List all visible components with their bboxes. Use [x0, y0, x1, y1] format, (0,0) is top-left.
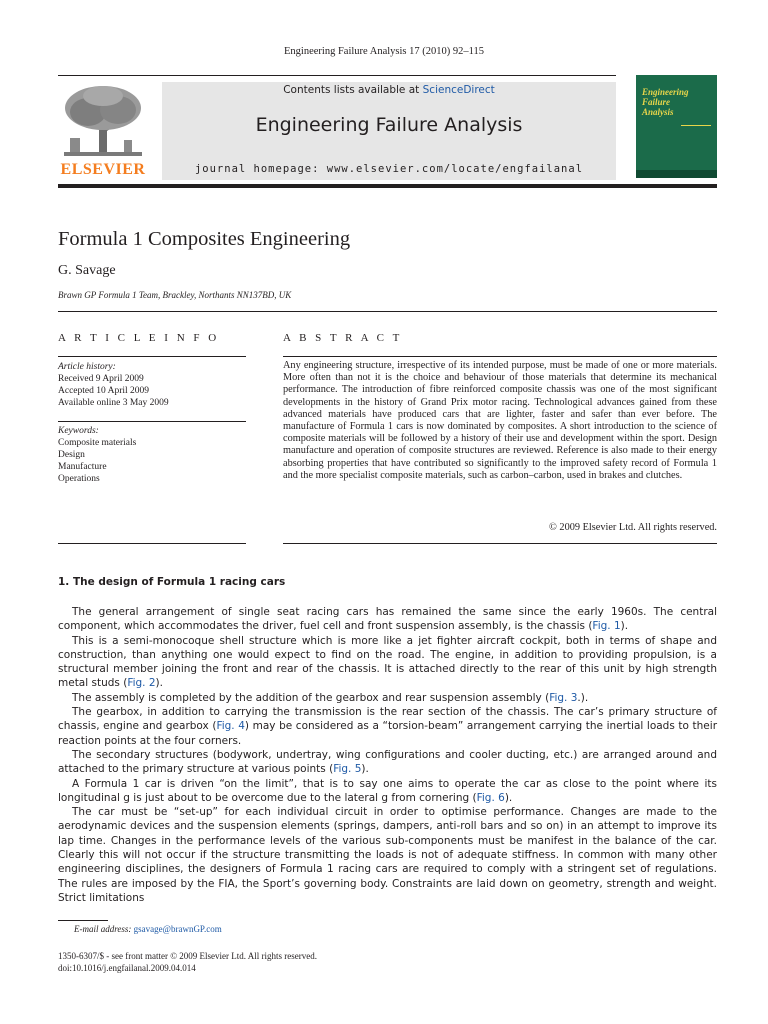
- figure-link[interactable]: Fig. 4: [216, 720, 245, 733]
- header-bottom-rule: [58, 184, 717, 188]
- article-info-bottom-rule: [58, 543, 246, 544]
- keyword-item: Design: [58, 450, 85, 460]
- history-accepted: Accepted 10 April 2009: [58, 386, 150, 396]
- abstract-text: Any engineering structure, irrespective of its intended purpose, must be made of one or more materials. More often than not it is the choice and behaviour of those materials that determine its mechanical performance. The introduction of fibre reinforced composite chassis was one of the most significant developments in the history of Grand Prix motor racing. Technological advances gained from these advanced materials have produced cars that are lighter, faster and safer than ever before. The manufacture of Formula 1 cars is now dominated by composites. A short introduction to the science of composite materials will be followed by a history of their use and development within the sport. Design manufacture and operation of composite structures are reviewed. Reference is also made to their energy absorbing properties that have contributed so significantly to the improved safety record of Formula 1 and the more specialist composite materials, such as carbon–carbon, used in brakes and clutches.: [283, 360, 717, 481]
- footnote-email: [74, 924, 222, 934]
- journal-homepage[interactable]: journal homepage: www.elsevier.com/locate/engfailanal: [194, 163, 584, 175]
- section-heading: 1. The design of Formula 1 racing cars: [58, 576, 286, 588]
- keyword-item: Composite materials: [58, 438, 137, 448]
- doi-line[interactable]: doi:10.1016/j.engfailanal.2009.04.014: [58, 963, 196, 973]
- abstract-rule: [283, 356, 717, 357]
- paragraph-text: .).: [577, 691, 589, 704]
- history-rule: [58, 421, 246, 422]
- figure-link[interactable]: Fig. 6: [476, 791, 505, 804]
- paragraph-text: The secondary structures (bodywork, undertray, wing configurations and cooler ducting, etc.) are arranged around and attached to the primary structure at various points (: [58, 748, 717, 776]
- title-rule: [58, 311, 717, 312]
- elsevier-wordmark: ELSEVIER: [60, 161, 146, 178]
- section-body: [58, 605, 717, 905]
- header-top-rule: [58, 75, 616, 76]
- sciencedirect-link[interactable]: ScienceDirect: [422, 84, 495, 96]
- keyword-item: Manufacture: [58, 462, 107, 472]
- contents-line: [162, 84, 616, 96]
- issn-line: 1350-6307/$ - see front matter © 2009 Elsevier Ltd. All rights reserved.: [58, 951, 318, 961]
- abstract-bottom-rule: [283, 543, 717, 544]
- body-paragraph: [58, 705, 717, 748]
- paragraph-text: A Formula 1 car is driven “on the limit”, that is to say one aims to operate the car as close to the point where its longitudinal g is just about to be overcome due to the lateral g from cornering (: [58, 777, 717, 804]
- cover-title: Engineering Failure Analysis: [642, 87, 689, 117]
- body-paragraph: [58, 634, 717, 691]
- body-paragraph: [58, 605, 717, 634]
- article-author: G. Savage: [58, 263, 116, 278]
- article-title: Formula 1 Composites Engineering: [58, 228, 351, 250]
- journal-citation: Engineering Failure Analysis 17 (2010) 92–115: [284, 46, 484, 57]
- article-info-heading: A R T I C L E I N F O: [58, 332, 220, 344]
- cover-bottom-band: [636, 170, 717, 178]
- journal-cover-image: [636, 75, 717, 178]
- contents-prefix: Contents lists available at: [283, 84, 423, 96]
- abstract-heading: A B S T R A C T: [283, 332, 403, 344]
- paragraph-text: This is a semi-monocoque shell structure which is more like a jet fighter aircraft cockpit, both in terms of shape and construction, than anything one would expect to find on the road. The engine, in addition to providing propulsion, is a structural member joining the front and rear of the chassis. It is attached directly to the rear of this unit by high strength metal studs (: [58, 634, 717, 690]
- paragraph-text: ).: [361, 763, 369, 776]
- footnote-rule: [58, 920, 108, 921]
- paragraph-text: ).: [155, 677, 163, 690]
- body-paragraph: [58, 691, 717, 705]
- figure-link[interactable]: Fig. 5: [333, 763, 362, 776]
- author-affiliation: Brawn GP Formula 1 Team, Brackley, Northants NN137BD, UK: [58, 290, 292, 300]
- email-label: E-mail address:: [74, 924, 134, 934]
- article-history: [58, 361, 246, 409]
- paragraph-text: The car must be “set-up” for each individual circuit in order to optimise performance. Changes are made to the aerodynamic devices and the suspension elements (springs, dampers, anti-roll bars and so on) in an attempt to improve its lap time. Changes in the performance levels of the various sub-components must be manifest in the balance of the car. Clearly this will not occur if the structure transmitting the loads is not of adequate stiffness. In common with many other engineering disciplines, the designers of Formula 1 racing cars are required to comply with a stringent set of regulations. The rules are imposed by the FIA, the Sport’s governing body. Constraints are laid down on geometry, strength and weight. Strict limitations: [58, 806, 717, 904]
- paragraph-text: The assembly is completed by the addition of the gearbox and rear suspension assembly (: [72, 691, 550, 704]
- history-label: Article history:: [58, 362, 116, 372]
- article-info-rule: [58, 356, 246, 357]
- keywords-block: [58, 425, 246, 485]
- journal-title: Engineering Failure Analysis: [255, 114, 523, 136]
- paragraph-text: ) may be considered as a “torsion-beam” arrangement carrying the inertial loads to their reaction points at the four corners.: [58, 720, 718, 747]
- paragraph-text: ).: [620, 620, 629, 633]
- keyword-item: Operations: [58, 474, 100, 484]
- paragraph-text: ).: [504, 791, 513, 804]
- body-paragraph: [58, 777, 717, 806]
- history-online: Available online 3 May 2009: [58, 398, 169, 408]
- abstract-copyright: © 2009 Elsevier Ltd. All rights reserved.: [549, 522, 717, 533]
- figure-link[interactable]: Fig. 1: [592, 620, 621, 633]
- figure-link[interactable]: Fig. 2: [127, 677, 156, 690]
- cover-lines: [681, 125, 711, 166]
- email-link[interactable]: gsavage@brawnGP.com: [133, 924, 222, 934]
- body-paragraph: [58, 748, 717, 777]
- history-received: Received 9 April 2009: [58, 374, 144, 384]
- paragraph-text: The gearbox, in addition to carrying the transmission is the rear section of the chassis. The car’s primary structure of chassis, engine and gearbox (: [58, 706, 717, 733]
- body-paragraph: [58, 805, 717, 905]
- figure-link[interactable]: Fig. 3: [549, 691, 578, 704]
- paragraph-text: The general arrangement of single seat racing cars has remained the same since the early 1960s. The central component, which accommodates the driver, fuel cell and front suspension assembly, is the chassis (: [58, 606, 717, 633]
- keywords-label: Keywords:: [58, 426, 99, 436]
